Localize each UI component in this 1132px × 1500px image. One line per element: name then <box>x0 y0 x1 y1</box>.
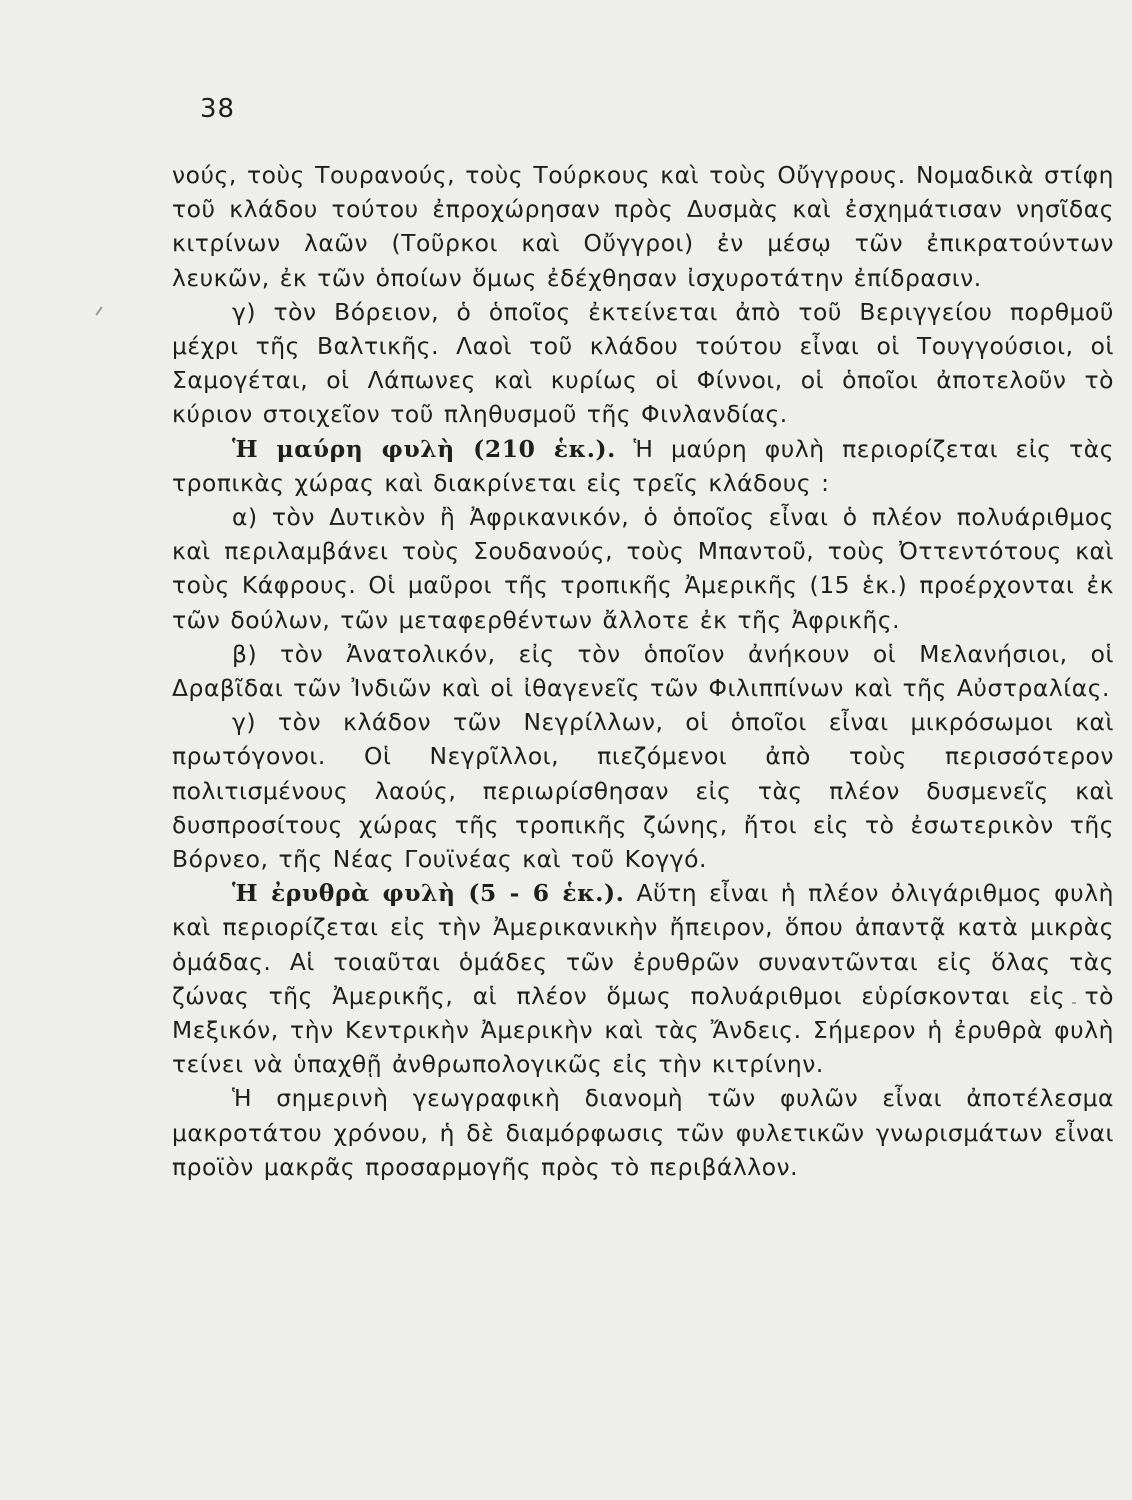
paragraph-black-race <box>172 432 1114 500</box>
body-text <box>172 158 1114 1184</box>
paragraph-text: γ) τὸν κλάδον τῶν Νεγρίλλων, οἱ ὁποῖοι εἶναι μικρόσωμοι καὶ πρωτόγονοι. Οἱ Νεγρῖλλοι, πιεζόμενοι ἀπὸ τοὺς περισσότερον πολιτισμένους λαούς, περιωρίσθησαν εἰς τὰς πλέον δυσμενεῖς καὶ δυσπροσίτους χώρας τῆς τροπικῆς ζώνης, ἤτοι εἰς τὸ ἐσωτερικὸν τῆς Βόρνεο, τῆς Νέας Γουϊνέας καὶ τοῦ Κογγό. <box>172 708 1114 874</box>
paragraph-text: α) τὸν Δυτικὸν ἢ Ἀφρικανικόν, ὁ ὁποῖος εἶναι ὁ πλέον πολυάριθμος καὶ περιλαμβάνει τοὺς Σουδανούς, τοὺς Μπαντοῦ, τοὺς Ὀττεντότους καὶ τοὺς Κάφρους. Οἱ μαῦροι τῆς τροπικῆς Ἀμερικῆς (15 ἑκ.) προέρχονται ἐκ τῶν δούλων, τῶν μεταφερθέντων ἄλλοτε ἐκ τῆς Ἀφρικῆς. <box>172 503 1114 634</box>
scan-speck <box>95 306 102 315</box>
section-heading-black-race: Ἡ μαύρη φυλὴ (210 ἑκ.). <box>232 434 616 463</box>
paragraph-northern-branch <box>172 295 1114 432</box>
section-heading-red-race: Ἡ ἐρυθρὰ φυλὴ (5 - 6 ἑκ.). <box>232 879 625 908</box>
paragraph-text: β) τὸν Ἀνατολικόν, εἰς τὸν ὁποῖον ἀνήκουν οἱ Μελανήσιοι, οἱ Δραβῖδαι τῶν Ἰνδιῶν καὶ οἱ ἰθαγενεῖς τῶν Φιλιππίνων καὶ τῆς Αὐστραλίας. <box>172 639 1114 703</box>
paragraph-geographic-distribution <box>172 1081 1114 1184</box>
paragraph-western-branch <box>172 500 1114 637</box>
paragraph-red-race <box>172 876 1114 1081</box>
paragraph-text: Ἡ σημερινὴ γεωγραφικὴ διανομὴ τῶν φυλῶν εἶναι ἀποτέλεσμα μακροτάτου χρόνου, ἡ δὲ διαμόρφωσις τῶν φυλετικῶν γνωρισμάτων εἶναι προϊὸν μακρᾶς προσαρμογῆς πρὸς τὸ περιβάλλον. <box>172 1084 1114 1181</box>
paragraph-text: νούς, τοὺς Τουρανούς, τοὺς Τούρκους καὶ τοὺς Οὔγγρους. Νομαδικὰ στίφη τοῦ κλάδου τούτου ἐπροχώρησαν πρὸς Δυσμὰς καὶ ἐσχημάτισαν νησῖδας κιτρίνων λαῶν (Τοῦρκοι καὶ Οὔγγροι) ἐν μέσῳ τῶν ἐπικρατούντων λευκῶν, ἐκ τῶν ὁποίων ὅμως ἐδέχθησαν ἰσχυροτάτην ἐπίδρασιν. <box>172 161 1114 292</box>
paragraph-text: γ) τὸν Βόρειον, ὁ ὁποῖος ἐκτείνεται ἀπὸ τοῦ Βεριγγείου πορθμοῦ μέχρι τῆς Βαλτικῆς. Λαοὶ τοῦ κλάδου τούτου εἶναι οἱ Τουγγούσιοι, οἱ Σαμογέται, οἱ Λάπωνες καὶ κυρίως οἱ Φίννοι, οἱ ὁποῖοι ἀποτελοῦν τὸ κύριον στοιχεῖον τοῦ πληθυσμοῦ τῆς Φινλανδίας. <box>172 297 1114 429</box>
paragraph-negrillo-branch <box>172 705 1114 876</box>
paragraph-text: Ἡ μαύρη φυλὴ περιορίζεται εἰς τὰς τροπικὰς χώρας καὶ διακρίνεται εἰς τρεῖς κλάδους : <box>172 434 1114 497</box>
page-number: 38 <box>200 94 236 124</box>
paragraph-turanian-continuation <box>172 158 1114 295</box>
paragraph-text: Αὕτη εἶναι ἡ πλέον ὀλιγάριθμος φυλὴ καὶ περιορίζεται εἰς τὴν Ἀμερικανικὴν ἤπειρον, ὅπου ἀπαντᾷ κατὰ μικρὰς ὁμάδας. Αἱ τοιαῦται ὁμάδες τῶν ἐρυθρῶν συναντῶνται εἰς ὅλας τὰς ζώνας τῆς Ἀμερικῆς, αἱ πλέον ὅμως πολυάριθμοι εὑρίσκονται εἰς τὸ Μεξικόν, τὴν Κεντρικὴν Ἀμερικὴν καὶ τὰς Ἄνδεις. Σήμερον ἡ ἐρυθρὰ φυλὴ τείνει νὰ ὑπαχθῇ ἀνθρωπολογικῶς εἰς τὴν κιτρίνην. <box>172 879 1114 1079</box>
paragraph-eastern-branch <box>172 637 1114 705</box>
